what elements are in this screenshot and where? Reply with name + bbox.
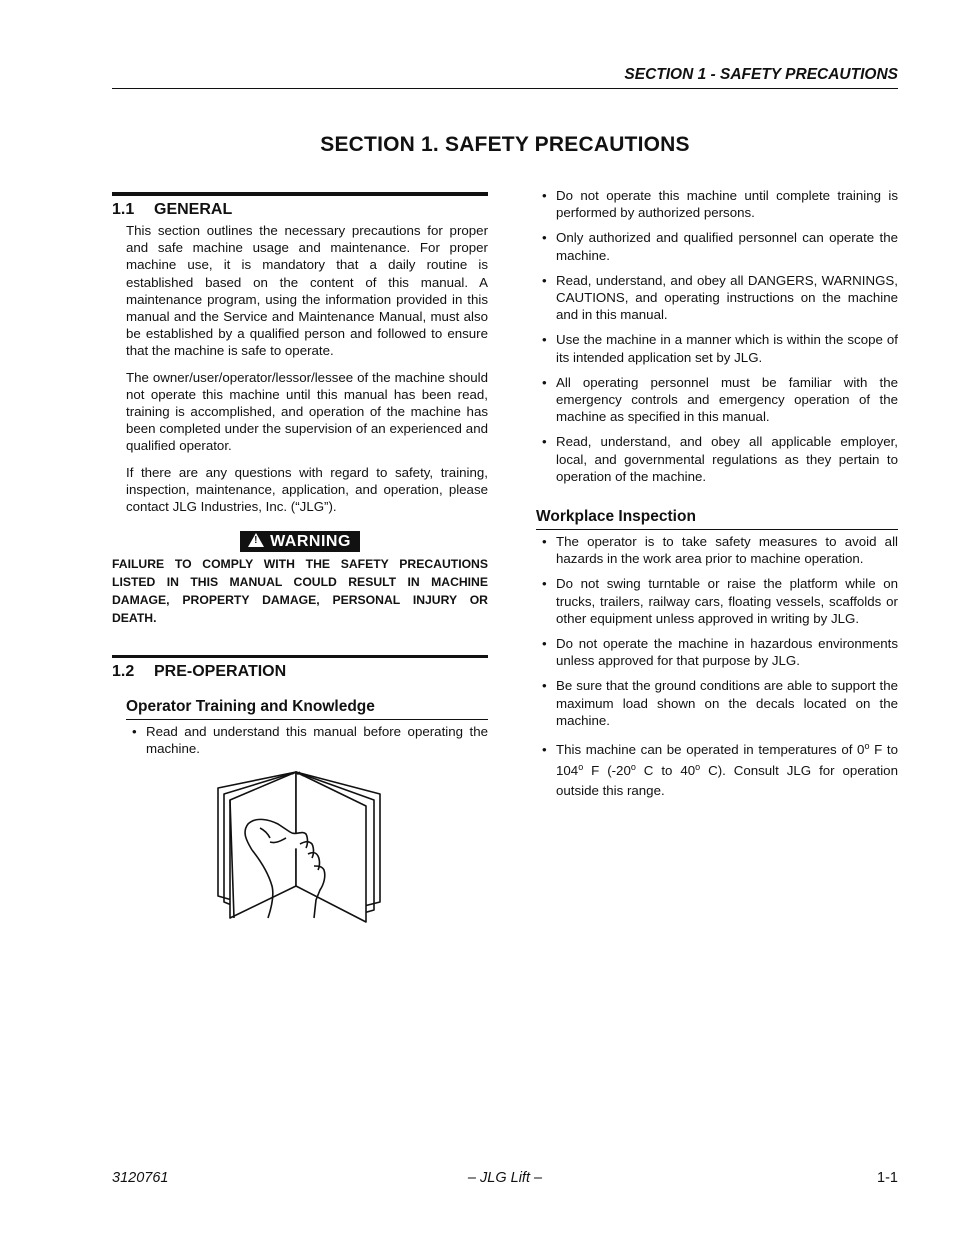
list-item: • The operator is to take safety measures to avoid all hazards in the work area prior to machine operation. bbox=[536, 533, 898, 567]
list-item: • All operating personnel must be familiar with the emergency controls and emergency operation of the machine as specified in this manual. bbox=[536, 374, 898, 426]
list-item: • Use the machine in a manner which is within the scope of its intended application set by JLG. bbox=[536, 331, 898, 365]
warning-badge bbox=[240, 531, 360, 552]
paragraph: This section outlines the necessary precautions for proper and safe machine usage and maintenance. For proper machine use, it is mandatory that a daily routine is established based on the content of this manual. A maintenance program, using the information provided in this manual and the Service and Maintenance Manual, must also be established by a qualified person and followed to ensure that the machine is safe to operate. bbox=[126, 223, 488, 359]
list-item: • Only authorized and qualified personnel can operate the machine. bbox=[536, 229, 898, 263]
subheading-workplace-inspection: Workplace Inspection bbox=[536, 508, 696, 526]
list-item: • Be sure that the ground conditions are able to support the maximum load shown on the decals located on the machine. bbox=[536, 677, 898, 729]
list-item: • Do not operate the machine in hazardous environments unless approved for that purpose by JLG. bbox=[536, 635, 898, 669]
degree-mark: o bbox=[864, 741, 870, 752]
section-title: PRE-OPERATION bbox=[154, 663, 287, 681]
section-number: 1.2 bbox=[112, 663, 135, 681]
list-item: • Read, understand, and obey all applicable employer, local, and governmental regulations as they pertain to operation of the machine. bbox=[536, 433, 898, 485]
temp-text: C to 40 bbox=[635, 762, 696, 778]
section-heading-general bbox=[112, 200, 488, 220]
list-item: • Do not swing turntable or raise the platform while on trucks, trailers, railway cars, floating vessels, scaffolds or other equipment unless approved in writing by JLG. bbox=[536, 575, 898, 627]
page-title: SECTION 1. SAFETY PRECAUTIONS bbox=[320, 133, 690, 156]
section-rule-pre-operation bbox=[112, 655, 488, 658]
section-heading-pre-operation bbox=[112, 662, 488, 682]
pre-operation-list-continued bbox=[536, 187, 898, 485]
temp-text: F to 104 bbox=[556, 742, 898, 778]
warning-text: FAILURE TO COMPLY WITH THE SAFETY PRECAUTIONS LISTED IN THIS MANUAL COULD RESULT IN MACHINE DAMAGE, PROPERTY DAMAGE, PERSONAL INJURY OR DEATH. bbox=[112, 557, 488, 626]
footer-page-number: 1-1 bbox=[877, 1170, 898, 1186]
general-body bbox=[112, 222, 488, 515]
footer-doc-number: 3120761 bbox=[112, 1170, 169, 1186]
paragraph: The owner/user/operator/lessor/lessee of the machine should not operate this machine until this manual has been read, training is accomplished, and operation of the machine has been completed under the supervision of an experienced and qualified operator. bbox=[126, 369, 488, 454]
temp-text: C). Consult JLG for operation outside this range. bbox=[556, 762, 898, 799]
operator-training-list bbox=[126, 723, 488, 757]
list-item: • Read, understand, and obey all DANGERS, WARNINGS, CAUTIONS, and operating instructions on the machine and in this manual. bbox=[536, 272, 898, 324]
subheading-operator-training: Operator Training and Knowledge bbox=[126, 698, 375, 716]
operator-training bbox=[112, 697, 488, 757]
list-item: • Do not operate this machine until complete training is performed by authorized persons. bbox=[536, 187, 898, 221]
list-item-temperature bbox=[536, 740, 898, 802]
degree-mark: o bbox=[695, 761, 701, 772]
paragraph: If there are any questions with regard to safety, training, inspection, maintenance, application, and operation, please contact JLG Industries, Inc. (“JLG”). bbox=[126, 464, 488, 515]
warning-triangle-icon bbox=[248, 533, 264, 547]
section-title: GENERAL bbox=[154, 201, 233, 218]
list-item: • Read and understand this manual before operating the machine. bbox=[126, 723, 488, 757]
right-column bbox=[536, 187, 898, 802]
warning-label: WARNING bbox=[270, 533, 351, 551]
subheading-rule bbox=[536, 529, 898, 530]
left-column bbox=[112, 192, 488, 758]
temp-text: This machine can be operated in temperatures of 0 bbox=[556, 742, 865, 758]
running-header: SECTION 1 - SAFETY PRECAUTIONS bbox=[624, 66, 898, 83]
temp-text: F (-20 bbox=[583, 762, 631, 778]
section-rule-general bbox=[112, 192, 488, 196]
open-manual-hand-icon bbox=[212, 768, 387, 928]
degree-mark: o bbox=[578, 761, 584, 772]
subheading-rule bbox=[126, 719, 488, 720]
degree-mark: o bbox=[630, 761, 636, 772]
header-rule bbox=[112, 88, 898, 89]
warning-box bbox=[112, 531, 488, 552]
section-number: 1.1 bbox=[112, 201, 135, 218]
footer-center: – JLG Lift – bbox=[467, 1170, 543, 1186]
workplace-inspection-list bbox=[536, 533, 898, 802]
